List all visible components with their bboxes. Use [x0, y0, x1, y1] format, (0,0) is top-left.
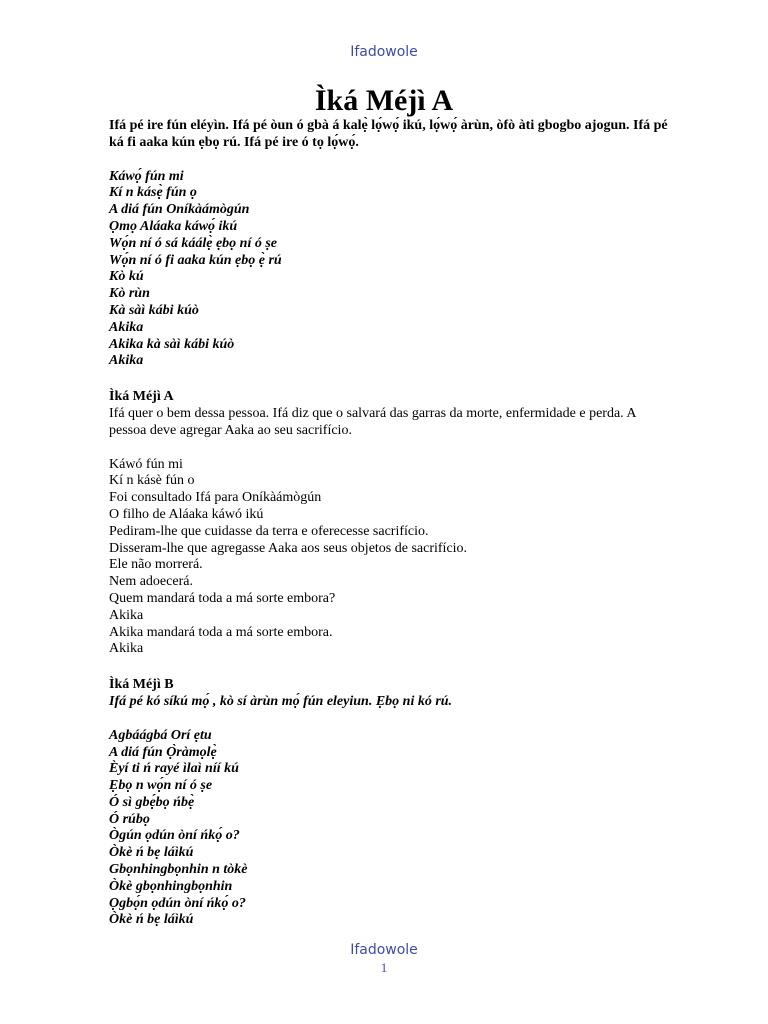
verse-b-yoruba — [109, 728, 669, 930]
document-body — [109, 118, 669, 929]
verse-line: Disseram-lhe que agregasse Aaka aos seus objetos de sacrifício. — [109, 540, 468, 556]
verse-line: Akika — [109, 641, 144, 657]
verse-line: A diá fún Oníkàámògún — [109, 202, 250, 218]
section-b-heading: Ìká Méjì B — [109, 677, 174, 693]
verse-line: Ọmọ Aláaka káwọ́ ikú — [109, 218, 238, 234]
page-header: Ifadowole — [350, 44, 418, 60]
verse-line: Akika — [109, 319, 144, 335]
verse-line: Òkè ń bẹ láìkú — [109, 912, 194, 928]
verse-line: Wọ́n ní ó fi aaka kún ẹbọ ẹ̀ rú — [109, 252, 282, 268]
verse-line: Èyí ti ń rayé ìlaì níí kú — [109, 761, 239, 777]
verse-line: Kò rùn — [109, 286, 150, 302]
verse-line: Kí n kásè fún o — [109, 473, 195, 489]
section-a-paragraph: Ifá quer o bem dessa pessoa. Ifá diz que o salvará das garras da morte, enfermidade e perda. A pessoa deve agregar Aaka ao seu sacrifício. — [109, 405, 636, 438]
verse-line: A diá fún Ọ̀ràmọlẹ̀ — [109, 744, 217, 760]
verse-line: Ó sì gbẹ́bọ ńbẹ̀ — [109, 794, 195, 810]
verse-line: Quem mandará toda a má sorte embora? — [109, 590, 336, 606]
verse-line: Akika — [109, 353, 144, 369]
verse-line: Kà sàì kábi kúò — [109, 302, 199, 318]
verse-line: Kò kú — [109, 269, 144, 285]
verse-line: Wọ́n ní ó sá káálẹ̀ ẹbọ ní ó ṣe — [109, 235, 278, 251]
verse-line: O filho de Aláaka káwó ikú — [109, 506, 264, 522]
verse-line: Òkè gbọnhingbọnhin — [109, 878, 233, 894]
verse-line: Akika kà sàì kábi kúò — [109, 336, 235, 352]
verse-line: Kí n kásẹ̀ fún ọ — [109, 185, 197, 201]
verse-a-yoruba — [109, 169, 669, 371]
verse-line: Akika mandará toda a má sorte embora. — [109, 624, 333, 640]
verse-line: Ó rúbọ — [109, 811, 150, 827]
verse-line: Ele não morrerá. — [109, 557, 203, 573]
verse-line: Ọgbọ́n ọdún òní ńkọ́ o? — [109, 895, 246, 911]
verse-line: Káwó fún mi — [109, 456, 183, 472]
footer-name: Ifadowole — [350, 942, 418, 958]
verse-line: Pediram-lhe que cuidasse da terra e oferecesse sacrifício. — [109, 523, 429, 539]
page-number: 1 — [380, 960, 388, 975]
verse-line: Akika — [109, 607, 144, 623]
verse-line: Agbáágbá Orí ẹtu — [109, 727, 212, 743]
verse-line: Òkè ń bẹ láìkú — [109, 845, 194, 861]
intro-paragraph: Ifá pé ire fún eléyìn. Ifá pé òun ó gbà á kalẹ̀ lọ́wọ́ ikú, lọ́wọ́ àrùn, òfò àti gbogbo ajogun. Ifá pé ká fi aaka kún ẹbọ rú. Ifá pé ire ó tọ lọ́wọ́. — [109, 118, 668, 150]
section-a-heading: Ìká Méjì A — [109, 389, 174, 405]
verse-line: Gbọnhingbọnhin n tòkè — [109, 862, 248, 878]
verse-a-portuguese — [109, 457, 669, 659]
verse-line: Káwọ́ fún mi — [109, 168, 184, 184]
section-b-intro: Ifá pé kó síkú mọ́ , kò sí àrùn mọ́ fún eleyiun. Ẹbọ ni kó rú. — [109, 693, 453, 709]
verse-line: Foi consultado Ifá para Oníkàámògún — [109, 490, 322, 506]
page-title: Ìká Méjì A — [314, 84, 454, 117]
verse-line: Ẹbọ n wọ́n ní ó ṣe — [109, 778, 213, 794]
page-footer — [0, 942, 768, 976]
verse-line: Ògún ọdún òní ńkọ́ o? — [109, 828, 240, 844]
verse-line: Nem adoecerá. — [109, 574, 193, 590]
